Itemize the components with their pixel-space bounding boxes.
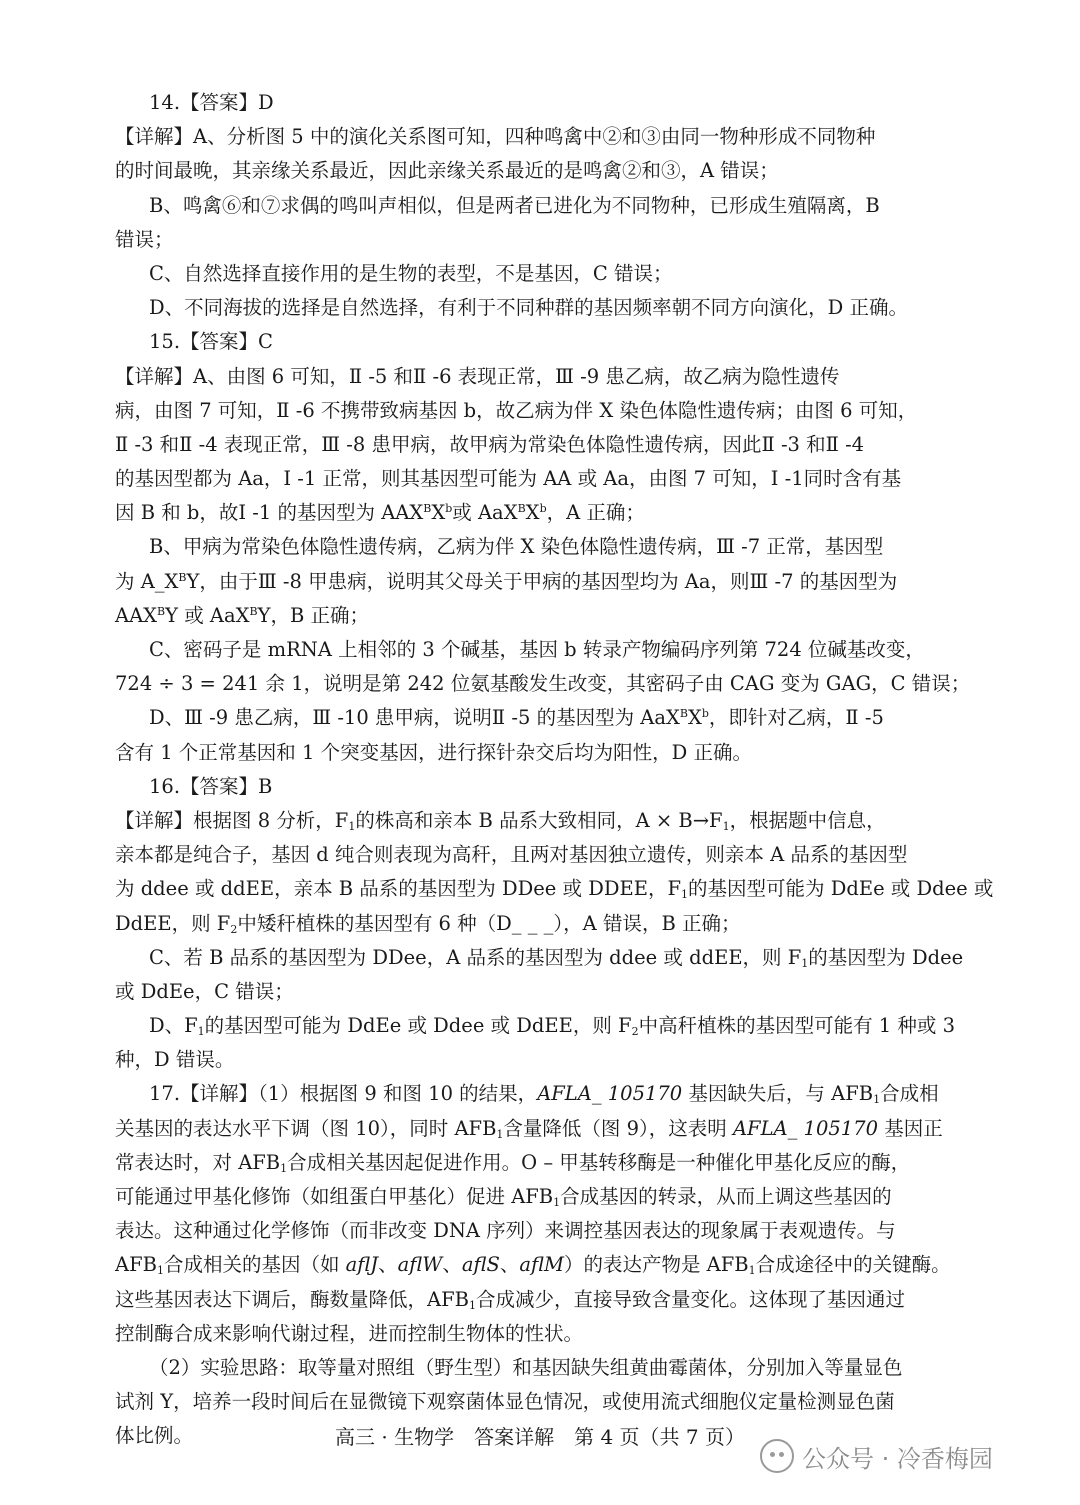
q17-explain-line: 控制酶合成来影响代谢过程，进而控制生物体的性状。 <box>115 1321 584 1345</box>
q16-explain-line: 种，D 错误。 <box>115 1048 235 1072</box>
q16-explain-line: 亲本都是纯合子，基因 d 纯合则表现为高秆，且两对基因独立遗传，则亲本 A 品系的基因型 <box>115 843 908 867</box>
watermark-text: 公众号 · 冷香梅园 <box>802 1444 993 1473</box>
q17-explain-line: $AFB_1$合成相关的基因（如 aflJ、aflW、aflS、aflM）的表达产物是 $AFB_1$合成途径中的关键酶。 <box>115 1253 951 1278</box>
q15-explain-line: $AAX^BY$ 或 AaX$^B$Y，B 正确； <box>115 603 370 627</box>
q16-explain-line: DdEE，则 $F_2$中矮秆植株的基因型有 6 种（D_ _ _），A 错误，B 正确； <box>115 911 741 936</box>
q14-explain-line: 错误； <box>115 227 174 251</box>
q17-explain-line: 常表达时，对 $AFB_1$合成相关基因起促进作用。O – 甲基转移酶是一种催化甲基化反应的酶， <box>115 1150 911 1175</box>
q15-explain-line: 为 $A\_X^BY$，由于Ⅲ -8 甲患病，说明其父母关于甲病的基因型均为 Aa，则Ⅲ -7 的基因型为 <box>115 569 898 593</box>
q15-answer: 15.【答案】C <box>149 330 273 354</box>
q14-explain-line: 【详解】A、分析图 5 中的演化关系图可知，四种鸣禽中②和③由同一物种形成不同物种 <box>115 125 876 149</box>
q17-explain-line: 可能通过甲基化修饰（如组蛋白甲基化）促进 $AFB_1$合成基因的转录，从而上调这些基因的 <box>115 1185 892 1209</box>
page-footer: 高三 · 生物学 答案详解 第 4 页（共 7 页） <box>335 1425 745 1449</box>
q14-explain-line: C、自然选择直接作用的是生物的表型，不是基因，C 错误； <box>149 261 673 285</box>
q17-explain-line: 关基因的表达水平下调（图 10），同时 $AFB_1$含量降低（图 9），这表明 AFLA_ 105170 基因正 <box>115 1116 943 1141</box>
q17-explain-line: 体比例。 <box>115 1424 194 1448</box>
q16-explain-line: 【详解】根据图 8 分析，$F_1$的株高和亲本 B 品系大致相同，$A \times B\to F_1$，根据题中信息， <box>115 808 886 833</box>
q14-explain-line: B、鸣禽⑥和⑦求偶的鸣叫声相似，但是两者已进化为不同物种，已形成生殖隔离，B <box>149 193 880 217</box>
q15-explain-line: 【详解】A、由图 6 可知，Ⅱ -5 和Ⅱ -6 表现正常，Ⅲ -9 患乙病，故乙病为隐性遗传 <box>115 364 840 388</box>
q16-explain-line: C、若 B 品系的基因型为 DDee，A 品系的基因型为 ddee 或 ddEE，则 $F_1$的基因型为 Ddee <box>149 945 964 970</box>
q15-explain-line: 含有 1 个正常基因和 1 个突变基因，进行探针杂交后均为阳性，D 正确。 <box>115 740 752 764</box>
q15-explain-line: 的基因型都为 Aa，Ⅰ -1 正常，则其基因型可能为 AA 或 Aa，由图 7 可知，Ⅰ -1同时含有基 <box>115 467 902 491</box>
q16-explain-line: D、$F_1$的基因型可能为 DdEe 或 Ddee 或 DdEE，则 $F_2$中高秆植株的基因型可能有 1 种或 3 <box>149 1014 955 1039</box>
q14-answer: 14.【答案】D <box>149 91 274 114</box>
q17-explain-line: 表达。这种通过化学修饰（而非改变 DNA 序列）来调控基因表达的现象属于表观遗传。与 <box>115 1219 896 1243</box>
answer-page <box>115 86 994 1454</box>
q17-explain-line: （2）实验思路：取等量对照组（野生型）和基因缺失组黄曲霉菌体，分别加入等量显色 <box>149 1355 903 1379</box>
q17-explain-line: 这些基因表达下调后，酶数量降低，$AFB_1$合成减少，直接导致含量变化。这体现了基因通过 <box>115 1287 905 1312</box>
q15-explain-line: 724 ÷ 3 = 241 余 1，说明是第 242 位氨基酸发生改变，其密码子由 CAG 变为 GAG，C 错误； <box>115 672 971 696</box>
q17-explain-line: 17.【详解】（1）根据图 9 和图 10 的结果，AFLA_ 105170 基因缺失后，与 $AFB_1$合成相 <box>149 1082 939 1107</box>
q14-explain-line: 的时间最晚，其亲缘关系最近，因此亲缘关系最近的是鸣禽②和③，A 错误； <box>115 159 779 183</box>
q17-explain-line: 试剂 Y，培养一段时间后在显微镜下观察菌体显色情况，或使用流式细胞仪定量检测显色菌 <box>115 1390 895 1414</box>
q15-explain-line: 因 B 和 b，故Ⅰ -1 的基因型为 $AAX^BX^b$或 $AaX^BX^b$，A 正确； <box>115 501 645 525</box>
q16-answer: 16.【答案】B <box>149 774 273 798</box>
q16-explain-line: 为 ddee 或 ddEE，亲本 B 品系的基因型为 DDee 或 DDEE，$F_1$的基因型可能为 DdEe 或 Ddee 或 <box>115 877 994 902</box>
q15-explain-line: 病，由图 7 可知，Ⅱ -6 不携带致病基因 b，故乙病为伴 X 染色体隐性遗传病；由图 6 可知， <box>115 398 918 422</box>
q15-explain-line: Ⅱ -3 和Ⅱ -4 表现正常，Ⅲ -8 患甲病，故甲病为常染色体隐性遗传病，因此Ⅱ -3 和Ⅱ -4 <box>115 432 865 456</box>
q16-explain-line: 或 DdEe，C 错误； <box>115 979 294 1003</box>
q14-explain-line: D、不同海拔的选择是自然选择，有利于不同种群的基因频率朝不同方向演化，D 正确。 <box>149 296 908 320</box>
q15-explain-line: D、Ⅲ -9 患乙病，Ⅲ -10 患甲病，说明Ⅱ -5 的基因型为 $AaX^BX^b$，即针对乙病，Ⅱ -5 <box>149 706 884 730</box>
q15-explain-line: B、甲病为常染色体隐性遗传病，乙病为伴 X 染色体隐性遗传病，Ⅲ -7 正常，基因型 <box>149 535 884 559</box>
q15-explain-line: C、密码子是 mRNA 上相邻的 3 个碱基，基因 b 转录产物编码序列第 724 位碱基改变， <box>149 638 925 661</box>
wechat-icon <box>760 1439 794 1473</box>
watermark <box>760 1436 993 1476</box>
